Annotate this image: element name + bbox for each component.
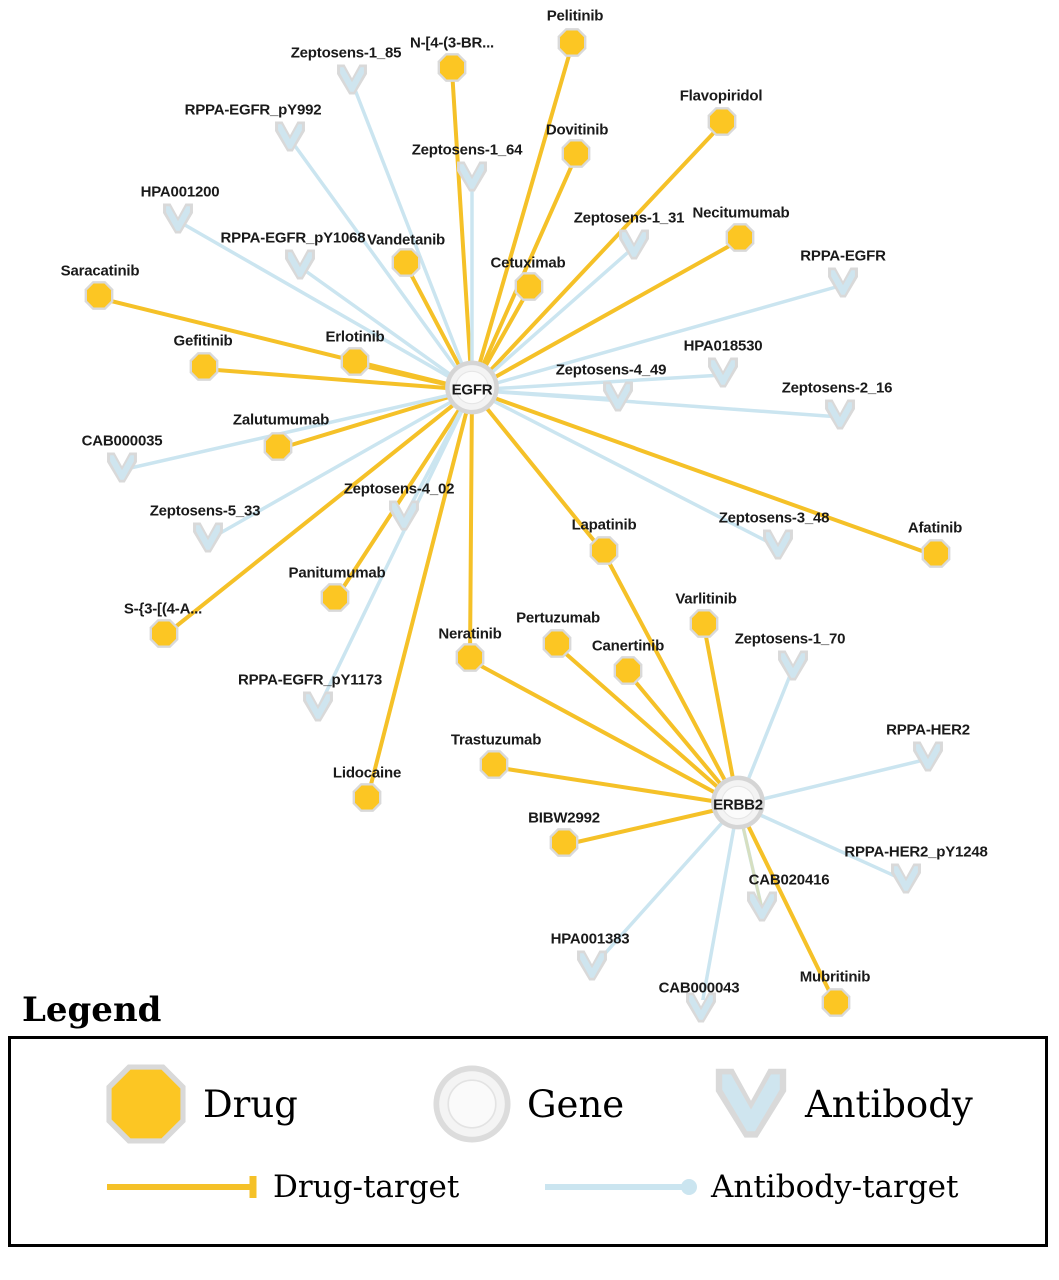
antibody-label: Zeptosens-5_33 [149,502,261,520]
antibody-label: HPA001383 [550,930,630,948]
drug-node[interactable] [149,619,179,654]
drug-node[interactable] [263,432,293,467]
legend-title: Legend [22,990,162,1030]
antibody-label: Zeptosens-2_16 [781,379,893,397]
drug-node[interactable] [589,536,619,571]
drug-node[interactable] [320,583,350,618]
drug-label: Afatinib [907,519,963,537]
drug-label: Saracatinib [60,262,140,280]
antibody-node[interactable] [387,499,421,538]
antibody-label: Zeptosens-1_85 [290,44,402,62]
drug-label: Pelitinib [546,7,604,25]
drug-label: Dovitinib [545,121,609,139]
drug-target-edge-icon [103,1172,263,1202]
drug-node[interactable] [689,609,719,644]
antibody-node[interactable] [105,451,139,490]
antibody-label: RPPA-HER2 [886,721,970,739]
drug-node[interactable] [542,629,572,664]
antibody-label: HPA018530 [683,337,763,355]
drug-label: Panitumumab [288,564,386,582]
antibody-node[interactable] [191,521,225,560]
drug-label: Trastuzumab [450,731,542,749]
legend-label-antibody-target: Antibody-target [711,1169,959,1205]
antibody-node[interactable] [273,120,307,159]
legend-edge-antibody-target [541,1169,958,1205]
legend-label-drug-target: Drug-target [273,1169,460,1205]
drug-label: N-[4-(3-BR... [409,34,495,52]
antibody-target-edge-icon [541,1172,701,1202]
antibody-node[interactable] [575,949,609,988]
drug-node[interactable] [561,139,591,174]
drug-icon [103,1061,189,1147]
drug-node[interactable] [340,347,370,382]
drug-label: Varlitinib [675,590,737,608]
antibody-node[interactable] [706,356,740,395]
drug-node[interactable] [352,783,382,818]
antibody-node[interactable] [455,160,489,199]
antibody-label: Zeptosens-1_31 [573,209,685,227]
drug-node[interactable] [557,28,587,63]
drug-node[interactable] [84,281,114,316]
legend-label-drug: Drug [203,1082,298,1126]
drug-label: Gefitinib [173,332,233,350]
drug-label: Canertinib [591,637,665,655]
edge-antibody-target [318,390,472,709]
drug-label: Necitumumab [692,204,790,222]
drug-label: Erlotinib [325,328,385,346]
drug-label: Lapatinib [571,516,637,534]
antibody-node[interactable] [823,398,857,437]
antibody-node[interactable] [776,649,810,688]
legend-item-antibody [711,1061,973,1147]
antibody-node[interactable] [301,690,335,729]
drug-node[interactable] [391,248,421,283]
gene-label: EGFR [451,381,493,399]
drug-node[interactable] [921,539,951,574]
legend-label-gene: Gene [527,1082,625,1126]
drug-label: BIBW2992 [528,809,600,827]
drug-label: Mubritinib [799,968,871,986]
antibody-label: RPPA-EGFR_pY1173 [237,671,383,689]
drug-label: Flavopiridol [679,87,763,105]
antibody-label: RPPA-EGFR_pY1068 [220,229,366,247]
antibody-node[interactable] [911,740,945,779]
antibody-node[interactable] [889,862,923,901]
antibody-label: RPPA-EGFR_pY992 [184,101,322,119]
edge-antibody-target [738,759,928,805]
edge-drug-target [470,390,472,660]
antibody-node[interactable] [761,528,795,567]
antibody-label: Zeptosens-4_49 [555,361,667,379]
drug-node[interactable] [479,750,509,785]
drug-node[interactable] [514,272,544,307]
legend-box [8,1036,1048,1247]
legend-label-antibody: Antibody [805,1082,973,1126]
legend-item-drug [103,1061,298,1147]
drug-label: Vandetanib [366,231,446,249]
antibody-node[interactable] [826,266,860,305]
legend-item-gene [431,1063,624,1145]
drug-node[interactable] [549,828,579,863]
drug-label: Pertuzumab [516,609,600,627]
antibody-node[interactable] [161,202,195,241]
antibody-node[interactable] [601,380,635,419]
drug-node[interactable] [707,107,737,142]
drug-label: S-{3-[(4-A... [123,600,203,618]
legend [8,990,1048,1247]
drug-node[interactable] [455,643,485,678]
drug-label: Cetuximab [490,254,566,272]
drug-node[interactable] [189,352,219,387]
antibody-label: Zeptosens-1_64 [411,141,523,159]
gene-label: ERBB2 [713,796,763,814]
antibody-node[interactable] [617,228,651,267]
drug-label: Neratinib [438,625,502,643]
antibody-label: RPPA-EGFR [800,247,886,265]
drug-label: Zalutumumab [232,411,330,429]
antibody-label: Zeptosens-4_02 [343,480,455,498]
drug-label: Lidocaine [332,764,402,782]
antibody-node[interactable] [335,63,369,102]
antibody-label: HPA001200 [140,183,220,201]
drug-node[interactable] [613,656,643,691]
gene-icon [431,1063,513,1145]
drug-node[interactable] [437,53,467,88]
drug-node[interactable] [725,223,755,258]
antibody-label: Zeptosens-1_70 [734,630,846,648]
legend-edge-drug-target [103,1169,459,1205]
antibody-node[interactable] [283,248,317,287]
antibody-label: CAB020416 [748,871,830,889]
antibody-node[interactable] [745,890,779,929]
antibody-label: CAB000035 [81,432,163,450]
antibody-label: CAB000043 [658,979,740,997]
antibody-icon [711,1061,791,1147]
antibody-label: Zeptosens-3_48 [718,509,830,527]
antibody-label: RPPA-HER2_pY1248 [844,843,988,861]
